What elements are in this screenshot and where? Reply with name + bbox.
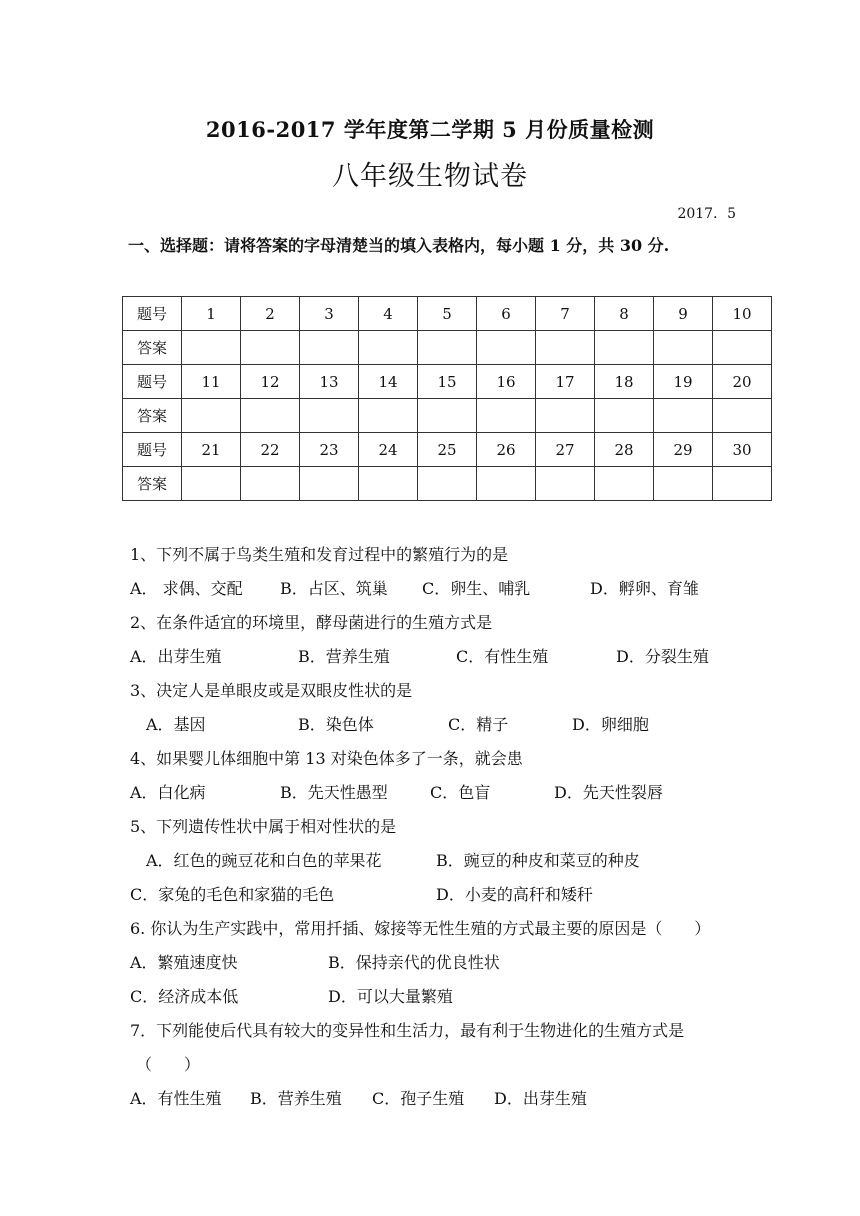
question-number: 9 — [654, 297, 713, 331]
option-row — [130, 776, 750, 810]
answer-cell[interactable] — [300, 331, 359, 365]
question-number: 28 — [595, 433, 654, 467]
question-number: 21 — [182, 433, 241, 467]
answer-cell[interactable] — [300, 399, 359, 433]
option-a[interactable]: A．出芽生殖 — [130, 647, 222, 666]
question-number: 26 — [477, 433, 536, 467]
option-a[interactable]: A．红色的豌豆花和白色的苹果花 — [146, 851, 382, 870]
option-row — [130, 946, 750, 980]
answer-cell[interactable] — [418, 331, 477, 365]
option-c[interactable]: C．精子 — [448, 715, 509, 734]
option-b[interactable]: B．染色体 — [298, 715, 374, 734]
option-a[interactable]: A．白化病 — [130, 783, 206, 802]
option-c[interactable]: C．有性生殖 — [456, 647, 549, 666]
answer-cell[interactable] — [477, 467, 536, 501]
answer-cell[interactable] — [713, 399, 772, 433]
answer-cell[interactable] — [418, 399, 477, 433]
option-d[interactable]: D．卵细胞 — [572, 715, 649, 734]
question-stem: 7．下列能使后代具有较大的变异性和生活力，最有利于生物进化的生殖方式是 — [130, 1021, 685, 1040]
option-d[interactable]: D．可以大量繁殖 — [328, 987, 453, 1006]
number-label: 题号 — [123, 365, 182, 399]
answer-cell[interactable] — [182, 331, 241, 365]
option-b[interactable]: B．豌豆的种皮和菜豆的种皮 — [436, 851, 640, 870]
option-d[interactable]: D．先天性裂唇 — [554, 783, 663, 802]
question-number: 2 — [241, 297, 300, 331]
question-number: 4 — [359, 297, 418, 331]
answer-cell[interactable] — [241, 399, 300, 433]
question-number: 7 — [536, 297, 595, 331]
answer-cell[interactable] — [182, 399, 241, 433]
question-stem: 5、下列遗传性状中属于相对性状的是 — [130, 817, 397, 836]
option-b[interactable]: B．先天性愚型 — [280, 783, 388, 802]
table-row — [123, 433, 772, 467]
question-number: 20 — [713, 365, 772, 399]
question-stem: 4、如果婴儿体细胞中第 13 对染色体多了一条，就会患 — [130, 749, 523, 768]
table-row — [123, 399, 772, 433]
question-number: 6 — [477, 297, 536, 331]
option-a[interactable]: A．基因 — [146, 715, 206, 734]
answer-cell[interactable] — [359, 399, 418, 433]
answer-cell[interactable] — [654, 399, 713, 433]
answer-cell[interactable] — [418, 467, 477, 501]
question-number: 23 — [300, 433, 359, 467]
question-number: 1 — [182, 297, 241, 331]
answer-cell[interactable] — [359, 331, 418, 365]
question-number: 27 — [536, 433, 595, 467]
option-row — [130, 708, 750, 742]
question-number: 3 — [300, 297, 359, 331]
question-number: 8 — [595, 297, 654, 331]
answer-cell[interactable] — [182, 467, 241, 501]
answer-cell[interactable] — [536, 467, 595, 501]
option-b[interactable]: B．保持亲代的优良性状 — [328, 953, 500, 972]
answer-label: 答案 — [123, 331, 182, 365]
option-row — [130, 844, 750, 878]
answer-cell[interactable] — [595, 331, 654, 365]
option-d[interactable]: D．小麦的高秆和矮秆 — [436, 885, 593, 904]
table-row — [123, 467, 772, 501]
answer-cell[interactable] — [477, 331, 536, 365]
answer-cell[interactable] — [654, 331, 713, 365]
question-stem: 6. 你认为生产实践中，常用扦插、嫁接等无性生殖的方式最主要的原因是（ ） — [130, 919, 711, 938]
exam-title: 2016-2017 学年度第二学期 5 月份质量检测 — [205, 117, 655, 142]
question-number: 10 — [713, 297, 772, 331]
answer-cell[interactable] — [359, 467, 418, 501]
question-stem: 2、在条件适宜的环境里，酵母菌进行的生殖方式是 — [130, 613, 493, 632]
question-number: 22 — [241, 433, 300, 467]
question-stem: 3、决定人是单眼皮或是双眼皮性状的是 — [130, 681, 413, 700]
question-number: 12 — [241, 365, 300, 399]
option-b[interactable]: B．占区、筑巢 — [280, 579, 388, 598]
question-number: 24 — [359, 433, 418, 467]
answer-cell[interactable] — [241, 467, 300, 501]
section-heading: 一、选择题：请将答案的字母清楚当的填入表格内，每小题 1 分，共 30 分. — [128, 236, 670, 255]
option-c[interactable]: C．卵生、哺乳 — [422, 579, 531, 598]
table-row — [123, 297, 772, 331]
exam-subtitle: 八年级生物试卷 — [332, 161, 528, 192]
answer-cell[interactable] — [595, 467, 654, 501]
option-c[interactable]: C．经济成本低 — [130, 987, 239, 1006]
answer-cell[interactable] — [536, 399, 595, 433]
question-number: 30 — [713, 433, 772, 467]
question-number: 11 — [182, 365, 241, 399]
option-d[interactable]: D．孵卵、育雏 — [590, 579, 699, 598]
question-stem: 1、下列不属于鸟类生殖和发育过程中的繁殖行为的是 — [130, 545, 509, 564]
option-d[interactable]: D．分裂生殖 — [616, 647, 709, 666]
option-c[interactable]: C．色盲 — [430, 783, 491, 802]
question-number: 17 — [536, 365, 595, 399]
option-a[interactable]: A．繁殖速度快 — [130, 953, 238, 972]
option-row — [130, 980, 750, 1014]
exam-date: 2017．5 — [677, 206, 736, 222]
option-row — [130, 878, 750, 912]
question-number: 18 — [595, 365, 654, 399]
answer-cell[interactable] — [477, 399, 536, 433]
answer-cell[interactable] — [654, 467, 713, 501]
option-row — [130, 1082, 750, 1116]
question-number: 14 — [359, 365, 418, 399]
question-stem-continued: （ ） — [136, 1055, 201, 1074]
option-d[interactable]: D．出芽生殖 — [494, 1089, 587, 1108]
option-a[interactable]: A． 求偶、交配 — [130, 579, 243, 598]
question-number: 15 — [418, 365, 477, 399]
option-row — [130, 572, 750, 606]
answer-label: 答案 — [123, 399, 182, 433]
answer-cell[interactable] — [300, 467, 359, 501]
question-list — [130, 538, 750, 1116]
answer-cell[interactable] — [241, 331, 300, 365]
number-label: 题号 — [123, 433, 182, 467]
question-number: 19 — [654, 365, 713, 399]
answer-cell[interactable] — [536, 331, 595, 365]
option-row — [130, 640, 750, 674]
number-label: 题号 — [123, 297, 182, 331]
question-number: 29 — [654, 433, 713, 467]
table-row — [123, 365, 772, 399]
question-number: 13 — [300, 365, 359, 399]
question-number: 5 — [418, 297, 477, 331]
answer-cell[interactable] — [713, 467, 772, 501]
option-a[interactable]: A．有性生殖 — [130, 1089, 222, 1108]
question-number: 16 — [477, 365, 536, 399]
answer-cell[interactable] — [713, 331, 772, 365]
table-row — [123, 331, 772, 365]
option-b[interactable]: B．营养生殖 — [250, 1089, 342, 1108]
answer-table — [122, 296, 772, 501]
option-c[interactable]: C．孢子生殖 — [372, 1089, 465, 1108]
option-c[interactable]: C．家兔的毛色和家猫的毛色 — [130, 885, 335, 904]
answer-cell[interactable] — [595, 399, 654, 433]
question-number: 25 — [418, 433, 477, 467]
option-b[interactable]: B．营养生殖 — [298, 647, 390, 666]
answer-label: 答案 — [123, 467, 182, 501]
